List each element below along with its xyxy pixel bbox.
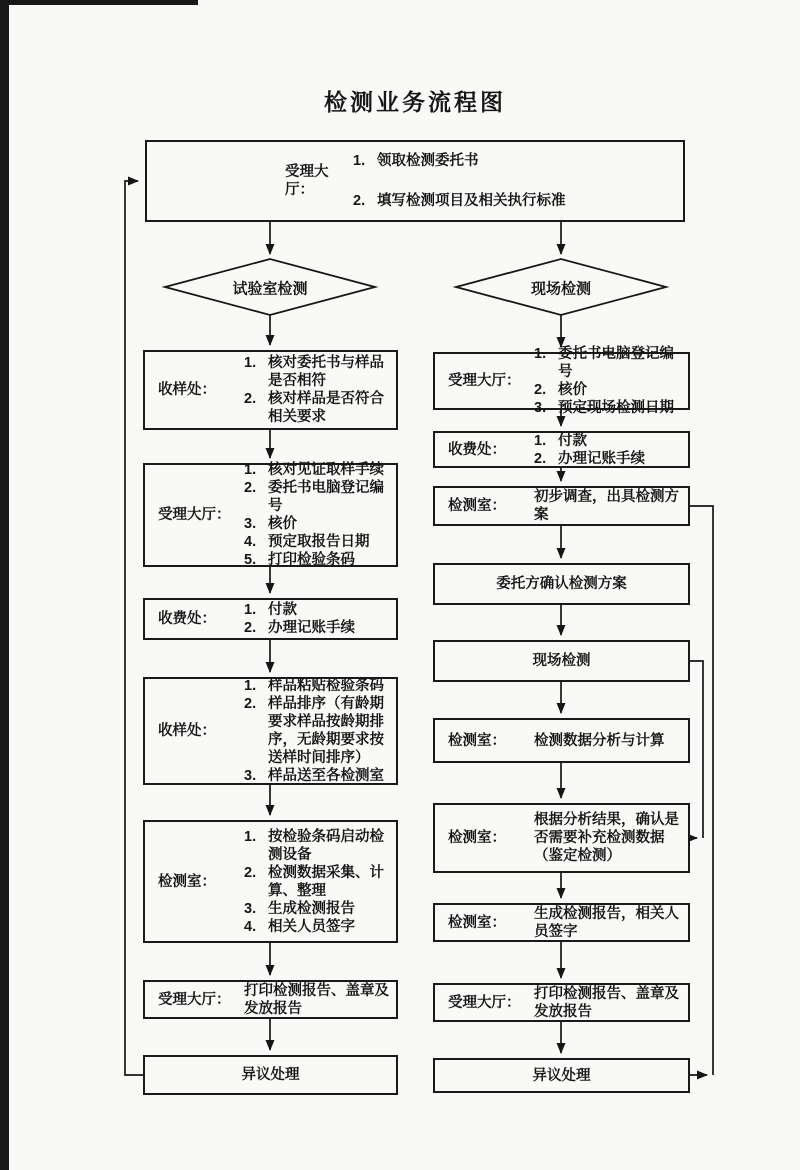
- item-number: 1.: [534, 432, 547, 449]
- box-text: 初步调查，出具检测方案: [534, 489, 679, 523]
- item-number: 1.: [244, 828, 257, 845]
- lab-objection-box: [143, 1055, 398, 1095]
- box-items: [244, 825, 396, 939]
- list-item: [353, 152, 677, 170]
- box-label: 检测室：: [448, 732, 506, 749]
- list-item: [244, 515, 390, 533]
- start-reception-hall-box: [145, 140, 685, 222]
- item-number: 1.: [353, 153, 366, 169]
- list-item: [244, 533, 390, 551]
- list-item: [244, 677, 390, 695]
- list-item: [244, 864, 390, 900]
- box-label: 收样处：: [158, 723, 216, 739]
- list-item: [534, 432, 682, 450]
- box-items: [244, 351, 396, 429]
- box-text: 打印检测报告、盖章及发放报告: [244, 982, 389, 1017]
- item-text: 付款: [268, 602, 297, 618]
- item-text: 核价: [268, 516, 297, 532]
- list-item: [534, 381, 682, 399]
- list-item: [244, 390, 390, 426]
- list-item: [244, 900, 390, 918]
- item-text: 检测数据采集、计算、整理: [268, 864, 384, 899]
- item-text: 样品送至各检测室: [268, 768, 384, 784]
- item-number: 4.: [244, 918, 257, 935]
- field-data-analysis-box: [433, 718, 690, 763]
- box-label: 收费处：: [448, 441, 506, 458]
- list-item: [534, 450, 682, 468]
- box-label: 检测室：: [448, 914, 506, 931]
- box-label: 检测室：: [448, 498, 506, 514]
- box-text: 委托方确认检测方案: [496, 576, 627, 592]
- item-text: 委托书电脑登记编号: [268, 480, 384, 514]
- lab-branch-label: 试验室检测: [232, 280, 308, 298]
- list-item: [244, 828, 390, 864]
- item-text: 按检验条码启动检测设备: [268, 828, 384, 863]
- item-text: 核对见证取样手续: [268, 462, 384, 478]
- field-cashier-box: [433, 431, 690, 468]
- item-number: 2.: [244, 391, 257, 407]
- item-number: 2.: [244, 696, 257, 712]
- list-item: [534, 345, 682, 381]
- box-text: 异议处理: [532, 1067, 591, 1084]
- list-item: [244, 601, 390, 619]
- flowchart-title: 检测业务流程图: [324, 89, 506, 115]
- box-text: 检测数据分析与计算: [534, 732, 665, 749]
- box-text: 根据分析结果，确认是否需要补充检测数据（鉴定检测）: [534, 812, 679, 864]
- item-text: 样品粘贴检验条码: [268, 678, 384, 694]
- box-label: 检测室：: [448, 830, 506, 846]
- box-label: 受理大厅：: [285, 164, 329, 198]
- box-items: [534, 342, 688, 420]
- item-text: 领取检测委托书: [377, 153, 479, 169]
- item-number: 1.: [534, 346, 547, 362]
- item-text: 核对委托书与样品是否相符: [268, 355, 384, 389]
- item-text: 填写检测项目及相关执行标准: [377, 193, 566, 209]
- scan-edge-top: [0, 0, 198, 5]
- list-item: [244, 619, 390, 637]
- list-item: [353, 192, 677, 210]
- box-items: [244, 674, 396, 788]
- list-item: [244, 551, 390, 569]
- box-text: 现场检测: [532, 653, 591, 669]
- field-branch-label: 现场检测: [530, 280, 592, 298]
- list-item: [244, 918, 390, 936]
- item-number: 3.: [244, 516, 257, 532]
- item-number: 1.: [244, 602, 257, 618]
- box-label: 受理大厅：: [448, 373, 521, 389]
- lab-reception-hall-box: [143, 463, 398, 567]
- item-number: 2.: [244, 620, 257, 636]
- item-text: 预定取报告日期: [268, 534, 370, 550]
- item-number: 2.: [244, 480, 257, 496]
- item-text: 生成检测报告: [268, 900, 355, 917]
- box-text: 生成检测报告，相关人员签字: [534, 905, 679, 940]
- list-item: [244, 461, 390, 479]
- list-item: [244, 354, 390, 390]
- item-number: 1.: [244, 678, 257, 694]
- list-item: [244, 695, 390, 767]
- field-survey-box: [433, 486, 690, 526]
- field-onsite-testing-box: [433, 640, 690, 682]
- item-number: 3.: [244, 900, 257, 917]
- list-item: [534, 399, 682, 417]
- item-text: 委托书电脑登记编号: [558, 346, 674, 380]
- box-label: 受理大厅：: [448, 994, 521, 1011]
- lab-sample-sorting-box: [143, 677, 398, 785]
- field-report-sign-box: [433, 903, 690, 942]
- lab-receive-sample-box: [143, 350, 398, 430]
- box-label: 收样处：: [158, 382, 216, 398]
- field-reception-hall-box: [433, 346, 690, 416]
- box-label: 受理大厅：: [158, 991, 231, 1008]
- item-text: 核价: [558, 382, 587, 398]
- item-text: 办理记账手续: [558, 450, 645, 467]
- field-report-issue-box: [433, 983, 690, 1022]
- box-items: [244, 598, 396, 640]
- field-supplement-confirm-box: [433, 803, 690, 873]
- box-items: [244, 458, 396, 572]
- box-label: 检测室：: [158, 873, 216, 890]
- item-number: 3.: [244, 768, 257, 784]
- item-text: 付款: [558, 432, 587, 449]
- item-number: 2.: [353, 193, 366, 209]
- item-number: 4.: [244, 534, 257, 550]
- item-text: 核对样品是否符合相关要求: [268, 391, 384, 425]
- field-client-confirm-box: [433, 563, 690, 605]
- item-number: 3.: [534, 400, 547, 416]
- scan-edge-left: [0, 0, 9, 1170]
- item-number: 2.: [534, 450, 547, 467]
- item-number: 1.: [244, 355, 257, 371]
- box-text: 打印检测报告、盖章及发放报告: [534, 985, 679, 1020]
- list-item: [244, 767, 390, 785]
- field-objection-box: [433, 1058, 690, 1093]
- item-number: 5.: [244, 552, 257, 568]
- item-number: 2.: [534, 382, 547, 398]
- lab-testing-room-box: [143, 820, 398, 943]
- item-text: 预定现场检测日期: [558, 400, 674, 416]
- item-text: 样品排序（有龄期要求样品按龄期排序，无龄期要求按送样时间排序）: [268, 696, 384, 766]
- lab-cashier-box: [143, 598, 398, 640]
- item-number: 2.: [244, 864, 257, 881]
- box-text: 异议处理: [241, 1067, 300, 1083]
- box-items: [347, 143, 683, 219]
- item-text: 打印检验条码: [268, 552, 355, 568]
- list-item: [244, 479, 390, 515]
- item-text: 相关人员签字: [268, 918, 355, 935]
- box-items: [534, 429, 688, 471]
- lab-report-issue-box: [143, 980, 398, 1019]
- box-label: 收费处：: [158, 611, 216, 627]
- item-number: 1.: [244, 462, 257, 478]
- item-text: 办理记账手续: [268, 620, 355, 636]
- box-label: 受理大厅：: [158, 507, 231, 523]
